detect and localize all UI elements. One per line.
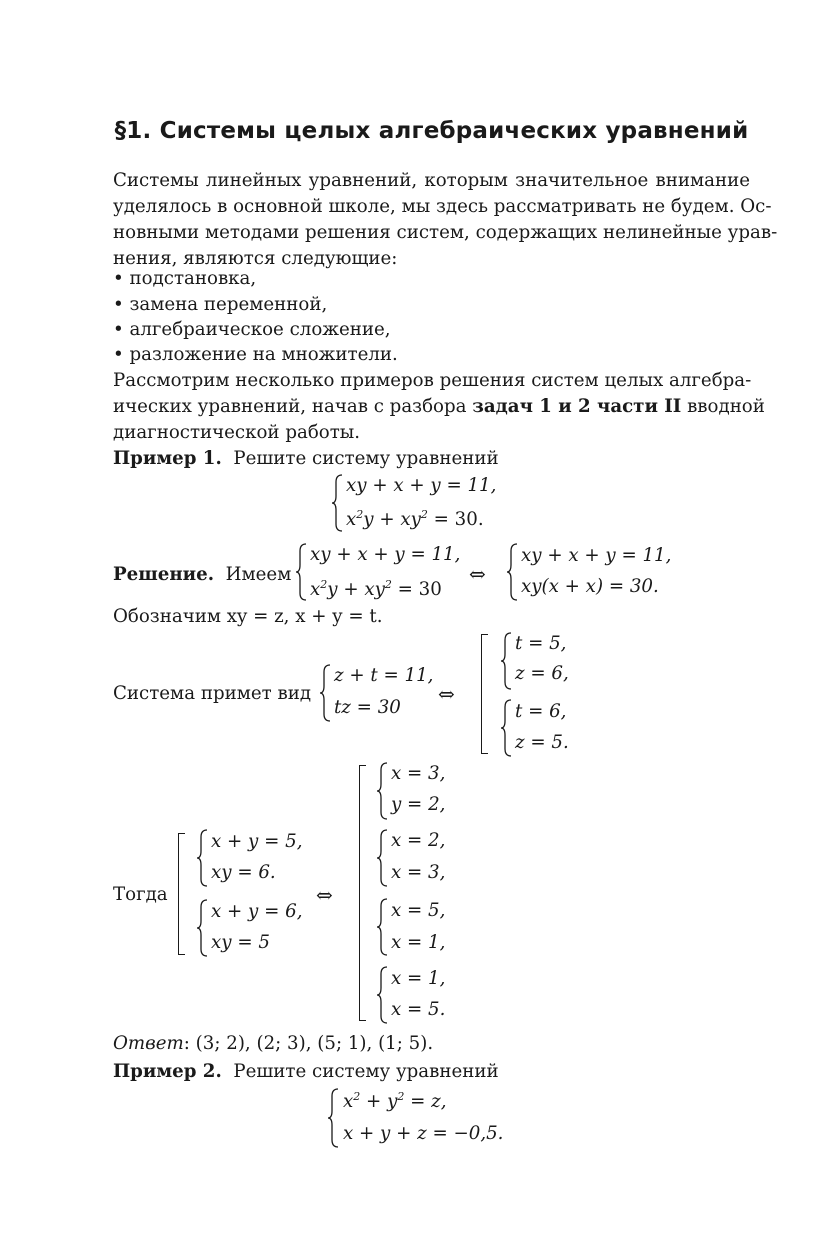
left-brace-icon [332,474,344,532]
equivalence-icon: ⇔ [316,883,333,907]
example-2-statement [113,1060,499,1084]
example-2-equation-1: $x^2 + y^2 = z$, [343,1090,447,1112]
solution-text: Имеем [225,564,292,585]
example-1-text: Решите систему уравнений [233,448,499,469]
method-item: • разложение на множители. [113,344,398,365]
solution-right-equation-1: xy + x + y = 11, [521,545,672,566]
example-1-statement [113,447,499,471]
left-brace-icon [501,632,513,690]
paragraph-2 [113,368,765,446]
left-brace-icon [197,829,209,887]
left-brace-icon [377,966,389,1024]
root-3-equation-1: x = 5, [391,900,446,921]
root-2-equation-2: x = 3, [391,862,446,883]
case-b-equation-2: xy = 5 [211,932,270,953]
method-item: • подстановка, [113,268,257,289]
square-bracket-icon [359,765,366,1021]
para2-line-3: диагностической работы. [113,422,361,443]
intro-line-4: нения, являются следующие: [113,248,398,269]
case-b-equation-1: x + y = 6, [211,901,303,922]
system-view-equation-2: tz = 30 [334,697,401,718]
intro-line-1: Системы линейных уравнений, которым значительное внимание [113,170,750,191]
left-brace-icon [320,664,332,722]
example-1-equation-2: $x^2y + xy^2 = 30$. [346,508,484,530]
root-3-equation-2: x = 1, [391,932,446,953]
root-1-equation-2: y = 2, [391,794,446,815]
left-brace-icon [507,543,519,601]
method-item: • алгебраическое сложение, [113,319,391,340]
system-view-equation-1: z + t = 11, [334,665,434,686]
solution-label: Решение. [113,564,215,585]
square-bracket-icon [481,634,488,754]
example-1-label: Пример 1. [113,448,222,469]
root-4-equation-1: x = 1, [391,968,446,989]
case-a-equation-1: x + y = 5, [211,831,303,852]
intro-line-2: уделялось в основной школе, мы здесь рассматривать не будем. Ос- [113,196,772,217]
left-brace-icon [296,543,308,601]
para2-line-2: ических уравнений, начав с разбора задач 1 и 2 части II вводной [113,396,765,417]
solution-left-equation-2: $x^2y + xy^2 = 30$ [310,578,442,600]
then-text: Тогда [113,884,168,905]
solution-left-equation-1: xy + x + y = 11, [310,544,461,565]
left-brace-icon [377,829,389,887]
example-2-label: Пример 2. [113,1061,222,1082]
answer-label: Ответ [113,1033,184,1054]
example-1-equation-1: xy + x + y = 11, [346,475,497,496]
solution-right-equation-2: xy(x + x) = 30. [521,576,659,597]
answer-text: : (3; 2), (2; 3), (5; 1), (1; 5). [183,1033,434,1054]
option-2-equation-2: z = 5. [515,732,569,753]
method-item: • замена переменной, [113,294,328,315]
option-1-equation-2: z = 6, [515,663,569,684]
example-2-text: Решите систему уравнений [233,1061,499,1082]
root-2-equation-1: x = 2, [391,830,446,851]
option-1-equation-1: t = 5, [515,633,567,654]
left-brace-icon [197,899,209,957]
answer-line [113,1032,433,1056]
section-heading: §1. Системы целых алгебраических уравнений [114,118,749,144]
option-2-equation-1: t = 6, [515,701,567,722]
example-2-equation-2: x + y + z = −0,5. [343,1123,504,1144]
solution-lead [113,563,291,587]
left-brace-icon [328,1088,340,1148]
substitution-line: Обозначим xy = z, x + y = t. [113,606,383,627]
left-brace-icon [377,898,389,956]
system-view-text: Система примет вид [113,683,312,704]
case-a-equation-2: xy = 6. [211,862,276,883]
equivalence-icon: ⇔ [438,682,455,706]
intro-line-3: новными методами решения систем, содержащих нелинейные урав- [113,222,778,243]
root-1-equation-1: x = 3, [391,763,446,784]
root-4-equation-2: x = 5. [391,999,446,1020]
square-bracket-icon [178,833,185,955]
intro-paragraph [113,168,778,272]
equivalence-icon: ⇔ [469,562,486,586]
para2-line-1: Рассмотрим несколько примеров решения систем целых алгебра- [113,370,752,391]
left-brace-icon [501,699,513,757]
left-brace-icon [377,762,389,820]
